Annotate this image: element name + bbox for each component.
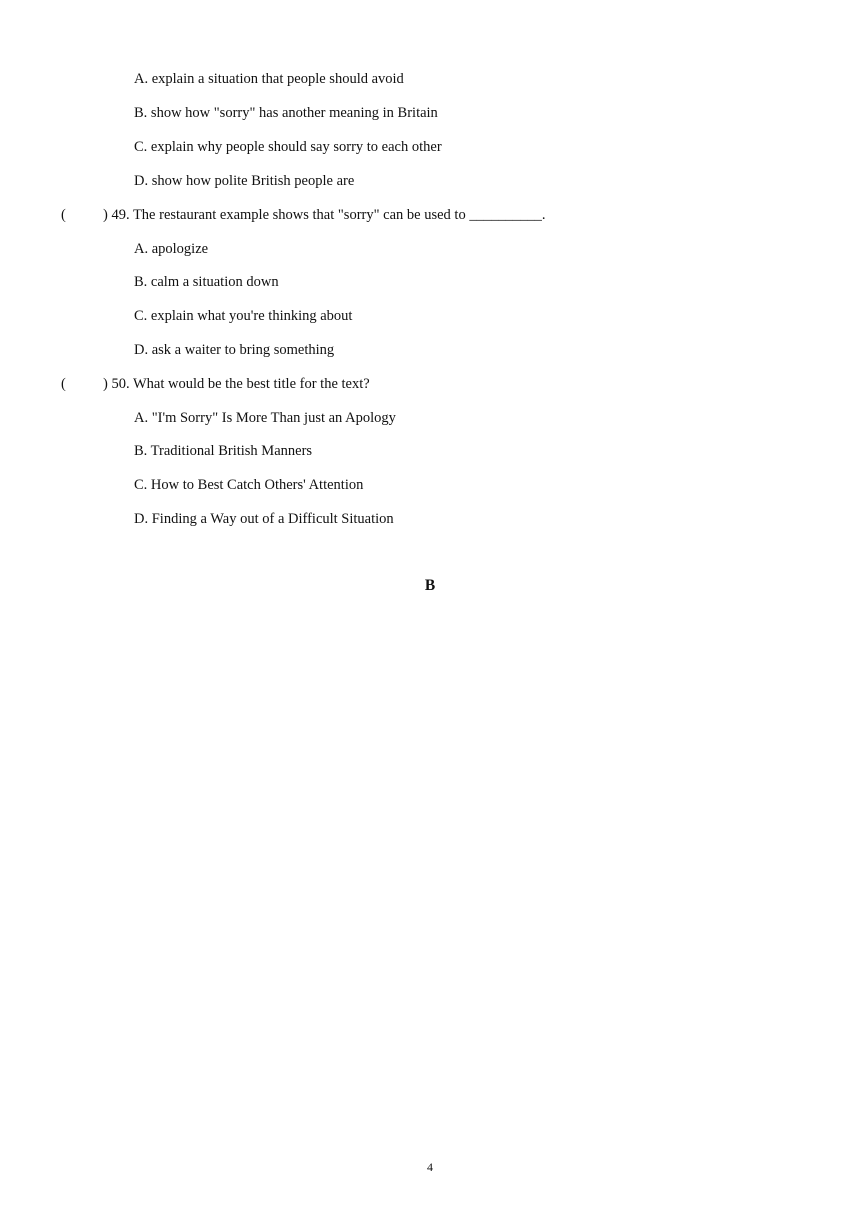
q49-option-c: C. explain what you're thinking about [134, 308, 353, 324]
q50-stem-line [61, 375, 370, 393]
q50-answer-blank: ( [61, 376, 66, 392]
q50-option-c: C. How to Best Catch Others' Attention [134, 477, 364, 493]
q49-stem-line [61, 206, 545, 224]
q49-stem: ) 49. The restaurant example shows that "sorry" can be used to __________. [103, 207, 546, 223]
q49-answer-blank: ( [61, 207, 66, 223]
section-heading: B [424, 577, 436, 594]
q48-option-c: C. explain why people should say sorry to each other [134, 139, 442, 155]
q49-option-b: B. calm a situation down [134, 274, 279, 290]
q49-option-d: D. ask a waiter to bring something [134, 342, 335, 358]
q50-option-b: B. Traditional British Manners [134, 443, 313, 459]
q48-option-a: A. explain a situation that people should avoid [134, 71, 404, 87]
q50-option-a: A. "I'm Sorry" Is More Than just an Apology [134, 410, 396, 426]
q48-option-b: B. show how "sorry" has another meaning in Britain [134, 105, 438, 121]
q49-option-a: A. apologize [134, 241, 209, 257]
q50-option-d: D. Finding a Way out of a Difficult Situation [134, 511, 394, 527]
page-number: 4 [427, 1160, 433, 1174]
q48-option-d: D. show how polite British people are [134, 173, 355, 189]
q50-stem: ) 50. What would be the best title for the text? [103, 376, 370, 392]
